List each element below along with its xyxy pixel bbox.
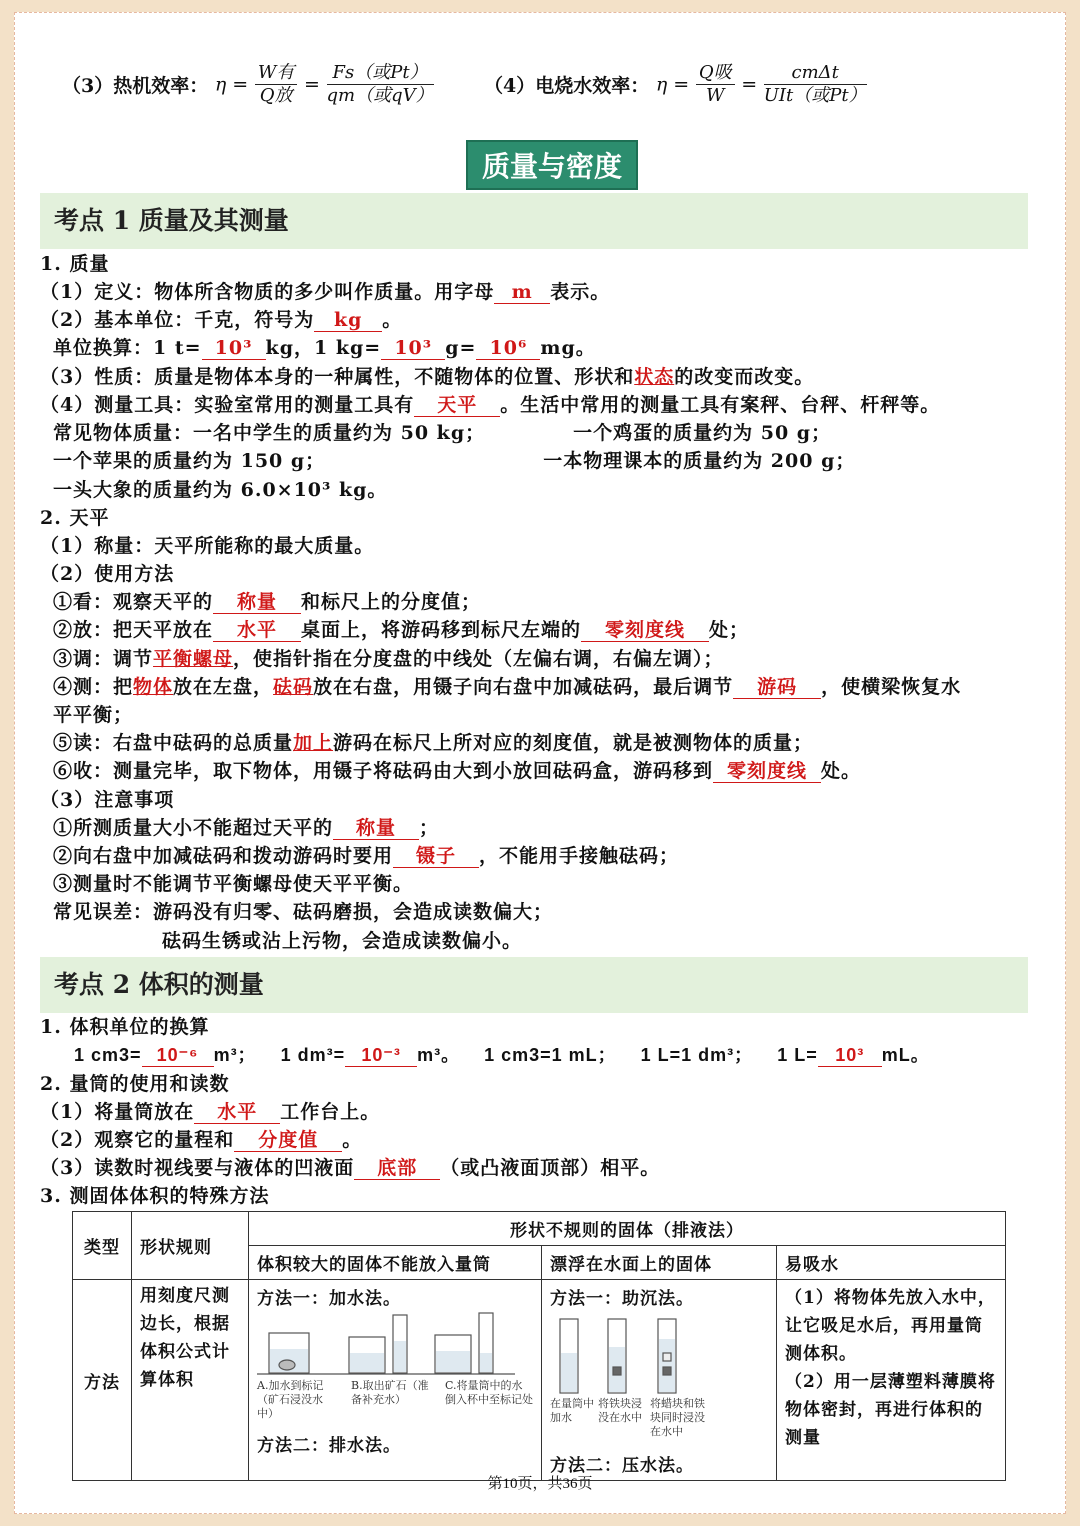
- th-sub-absorb: 易吸水: [777, 1246, 1006, 1280]
- s1-line-common3: 一头大象的质量约为 6.0×10³ kg。: [53, 479, 388, 501]
- caption-b: B.取出矿石（准备补充水）: [351, 1379, 429, 1406]
- s2-volume-units: 1 cm3= 10⁻⁶ m³； 1 dm³= 10⁻³ m³。 1 cm3=1 mL； 1 L=1 dm³； 1 L= 10³ mL。: [74, 1045, 930, 1065]
- water-b: [350, 1353, 384, 1372]
- row-label-method: 方法: [73, 1280, 132, 1481]
- s1-error-2: 砝码生锈或沾上污物，会造成读数偏小。: [162, 930, 523, 952]
- s1-note-1: ①所测质量大小不能超过天平的 称量 ；: [53, 817, 440, 839]
- s2-h1: 1. 体积单位的换算: [40, 1016, 210, 1038]
- large-method-2: 方法二：排水法。: [257, 1436, 401, 1456]
- float-caption-3: 将蜡块和铁块同时浸没在水中: [650, 1397, 705, 1438]
- cell-absorbent: [777, 1280, 1006, 1481]
- absorb-method-2: （2）用一层薄塑料薄膜将物体密封，再进行体积的测量: [785, 1372, 996, 1448]
- th-sub-large: 体积较大的固体不能放入量筒: [249, 1246, 542, 1280]
- s1-notes: （3）注意事项: [40, 789, 175, 811]
- page-title: 质量与密度: [466, 140, 638, 190]
- cylinder-b-water: [394, 1341, 406, 1372]
- float-method-1: 方法一：助沉法。: [550, 1289, 694, 1309]
- cylinder-1-water: [561, 1353, 577, 1392]
- sinker-diagram: [550, 1313, 750, 1397]
- s1-step-read: ⑤读：右盘中砝码的总质量加上游码在标尺上所对应的刻度值，就是被测物体的质量；: [53, 732, 814, 754]
- s1-step-place: ②放：把天平放在 水平 桌面上，将游码移到标尺左端的 零刻度线 处；: [53, 619, 750, 641]
- th-type: 类型: [73, 1212, 132, 1280]
- s1-line-common2: 一个苹果的质量约为 150 g； 一本物理课本的质量约为 200 g；: [53, 450, 856, 472]
- s1-line-unit: （2）基本单位：千克，符号为 kg 。: [40, 309, 403, 331]
- cell-floating-solid: [542, 1280, 777, 1481]
- cell-regular: 用刻度尺测边长，根据体积公式计算体积: [132, 1280, 249, 1481]
- iron-block-2: [613, 1367, 621, 1375]
- iron-block-3: [663, 1367, 671, 1375]
- th-sub-floating: 漂浮在水面上的固体: [542, 1246, 777, 1280]
- caption-a: A.加水到标记（矿石浸没水中）: [257, 1379, 324, 1420]
- float-method-2: 方法二：压水法。: [550, 1456, 694, 1476]
- add-water-diagram: [257, 1311, 515, 1377]
- caption-c: C.将量筒中的水倒入杯中至标记处: [445, 1379, 533, 1406]
- section-2-heading: 考点 2 体积的测量: [40, 957, 1028, 1013]
- page-footer: 第10页，共36页: [487, 1476, 593, 1492]
- s2-cylinder-3: （3）读数时视线要与液体的凹液面 底部 （或凸液面顶部）相平。: [40, 1157, 661, 1179]
- s1-note-3: ③测量时不能调节平衡螺母使天平平衡。: [53, 873, 414, 895]
- water-c: [436, 1351, 470, 1372]
- th-regular: 形状规则: [132, 1212, 249, 1280]
- absorb-method-1: （1）将物体先放入水中，让它吸足水后，再用量筒测体积。: [785, 1288, 996, 1364]
- s1-line-usage: （2）使用方法: [40, 563, 175, 585]
- ore-a: [279, 1360, 295, 1370]
- s1-step-look: ①看：观察天平的 称量 和标尺上的分度值；: [53, 591, 482, 613]
- s1-line-capacity: （1）称量：天平所能称的最大质量。: [40, 535, 375, 557]
- s1-note-2: ②向右盘中加减砝码和拨动游码时要用 镊子 ，不能用手接触砝码；: [53, 845, 680, 867]
- s2-cylinder-2: （2）观察它的量程和 分度值 。: [40, 1129, 363, 1151]
- formula-kettle: （4）电烧水效率： η = $\frac{\text{Q吸}}{W}$ = $\frac{\text{cmΔt}}{\text{UIt（或Pt）}}$: [484, 62, 867, 106]
- s2-h3: 3. 测固体体积的特殊方法: [40, 1185, 270, 1207]
- wax-block-3: [663, 1353, 671, 1361]
- s1-line-conversion: 单位换算：1 t= 10³ kg，1 kg= 10³ g= 10⁶ mg。: [53, 337, 596, 359]
- large-method-1: 方法一：加水法。: [257, 1289, 401, 1309]
- cylinder-3-water: [659, 1339, 675, 1392]
- solid-volume-methods-table: [72, 1211, 1006, 1481]
- section-1-heading: 考点 1 质量及其测量: [40, 193, 1028, 249]
- s1-error-1: 常见误差：游码没有归零、砝码磨损，会造成读数偏大；: [53, 901, 554, 923]
- s2-h2: 2. 量筒的使用和读数: [40, 1073, 230, 1095]
- s1-line-common1: 常见物体质量：一名中学生的质量约为 50 kg； 一个鸡蛋的质量约为 50 g；: [53, 422, 832, 444]
- cylinder-c-water: [480, 1353, 492, 1372]
- s2-cylinder-1: （1）将量筒放在 水平 工作台上。: [40, 1101, 381, 1123]
- s1-line-property: （3）性质：质量是物体本身的一种属性，不随物体的位置、形状和状态的改变而改变。: [40, 366, 815, 388]
- s1-line-tools: （4）测量工具：实验室常用的测量工具有 天平 。生活中常用的测量工具有案秤、台秤、杆秤等。: [40, 394, 941, 416]
- s1-line-definition: （1）定义：物体所含物质的多少叫作质量。用字母 m 表示。: [40, 281, 611, 303]
- formula-heat-engine: （3）热机效率： η = $\frac{\text{W有}}{\text{Q放}}$ = $\frac{\text{Fs（或Pt）}}{\text{qm（或qV）}}$: [62, 62, 434, 106]
- s1-h1: 1. 质量: [40, 253, 110, 275]
- s1-step-collect: ⑥收：测量完毕，取下物体，用镊子将砝码由大到小放回砝码盒，游码移到 零刻度线 处。: [53, 760, 862, 782]
- float-caption-2: 将铁块浸没在水中: [598, 1397, 642, 1424]
- s1-h2: 2. 天平: [40, 507, 110, 529]
- s1-step-measure-cont: 平平衡；: [53, 704, 134, 726]
- float-caption-1: 在量筒中加水: [550, 1397, 594, 1424]
- s1-step-measure: ④测：把物体放在左盘，砝码放在右盘，用镊子向右盘中加减砝码，最后调节 游码 ，使横梁恢复水: [53, 676, 962, 698]
- th-irregular: 形状不规则的固体（排液法）: [249, 1212, 1006, 1246]
- s1-step-adjust: ③调：调节平衡螺母，使指针指在分度盘的中线处（左偏右调，右偏左调）；: [53, 648, 724, 670]
- cell-large-solid: [249, 1280, 542, 1481]
